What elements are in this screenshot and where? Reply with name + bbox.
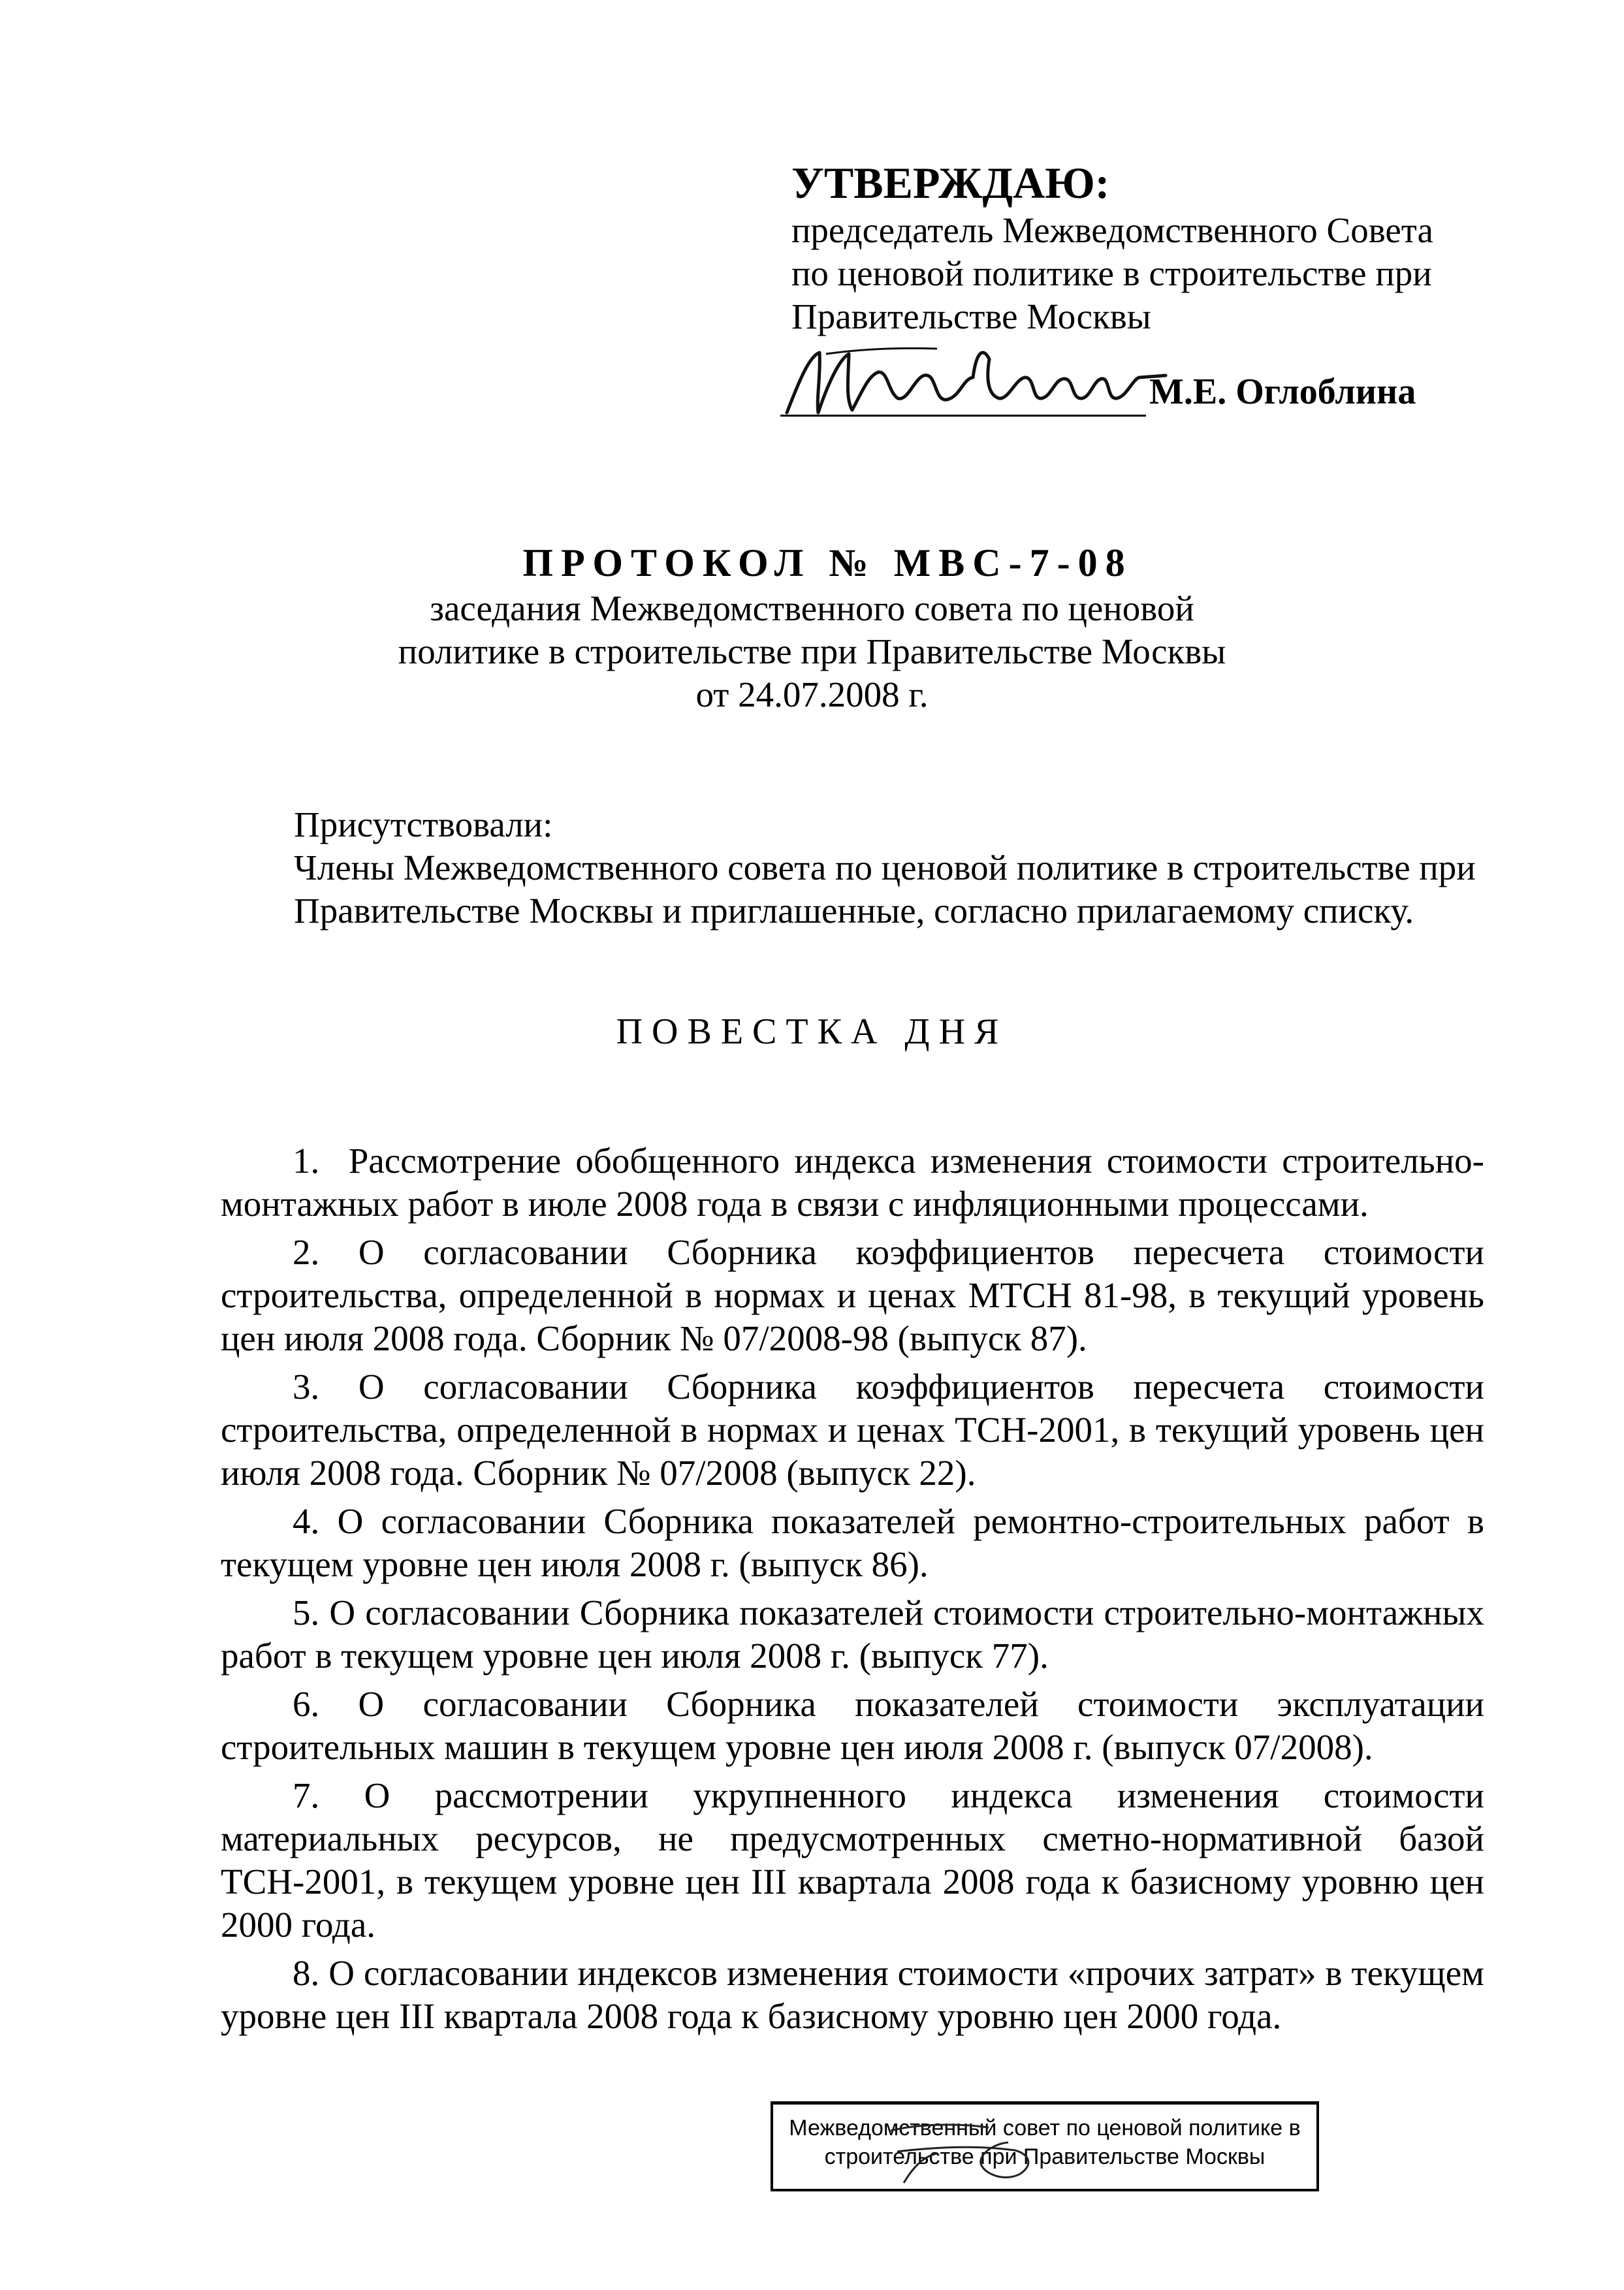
approval-position-line: Правительстве Москвы <box>791 296 1151 336</box>
council-stamp <box>771 2101 1319 2191</box>
attendance-text: Члены Межведомственного совета по ценовой политике в строительстве при Правительстве Москвы и приглашенные, согласно прилагаемому списку. <box>294 848 1476 930</box>
signer-name: М.Е. Оглоблина <box>1149 372 1416 412</box>
agenda-item: 3. О согласовании Сборника коэффициентов пересчета стоимости строительства, определенной в нормах и ценах ТСН-2001, в текущий уровень цен июля 2008 года. Сборник № 07/2008 (выпуск 22). <box>221 1367 1484 1493</box>
approval-block <box>791 157 1575 338</box>
stamp-signature-scribble <box>878 2105 1074 2195</box>
protocol-date: от 24.07.2008 г. <box>695 675 929 714</box>
agenda-item: 6. О согласовании Сборника показателей стоимости эксплуатации строительных машин в текущем уровне цен июля 2008 г. (выпуск 07/2008). <box>221 1684 1484 1767</box>
agenda-item: 7. О рассмотрении укрупненного индекса изменения стоимости материальных ресурсов, не предусмотренных сметно-нормативной базой ТСН-2001, в текущем уровне цен III квартала 2008 года к базисному уровню цен 2000 года. <box>221 1775 1484 1945</box>
handwritten-signature <box>780 340 1172 421</box>
approval-position-line: по ценовой политике в строительстве при <box>791 253 1432 293</box>
signature-row <box>780 340 1499 424</box>
agenda-title: ПОВЕСТКА ДНЯ <box>616 1011 1008 1052</box>
attendance-label: Присутствовали: <box>294 804 553 844</box>
agenda-item: 5. О согласовании Сборника показателей стоимости строительно-монтажных работ в текущем уровне цен июля 2008 г. (выпуск 77). <box>221 1593 1484 1676</box>
agenda-item: 8. О согласовании индексов изменения стоимости «прочих затрат» в текущем уровне цен III квартала 2008 года к базисному уровню цен 2000 года. <box>221 1953 1484 2036</box>
protocol-subtitle-line: заседания Межведомственного совета по ценовой <box>430 588 1194 628</box>
signature-line <box>780 415 1146 417</box>
approval-title: УТВЕРЖДАЮ: <box>791 158 1110 208</box>
agenda-item: 4. О согласовании Сборника показателей ремонтно-строительных работ в текущем уровне цен июля 2008 г. (выпуск 86). <box>221 1501 1484 1584</box>
approval-position-line: председатель Межведомственного Совета <box>791 210 1433 250</box>
protocol-header <box>0 539 1624 716</box>
agenda-list <box>221 1139 1484 2043</box>
agenda-item: 2. О согласовании Сборника коэффициентов пересчета стоимости строительства, определенной в нормах и ценах МТСН 81-98, в текущий уровень цен июля 2008 года. Сборник № 07/2008-98 (выпуск 87). <box>221 1232 1484 1358</box>
attendance-section <box>294 803 1489 932</box>
protocol-title: ПРОТОКОЛ № МВС-7-08 <box>522 541 1133 584</box>
stamp-line: Межведомственный совет по ценовой политике в <box>789 2116 1301 2140</box>
protocol-subtitle-line: политике в строительстве при Правительстве Москвы <box>398 631 1226 671</box>
stamp-line: строительстве при Правительстве Москвы <box>824 2144 1266 2169</box>
agenda-item: 1. Рассмотрение обобщенного индекса изменения стоимости строительно-монтажных работ в июле 2008 года в связи с инфляционными процессами. <box>221 1141 1484 1224</box>
